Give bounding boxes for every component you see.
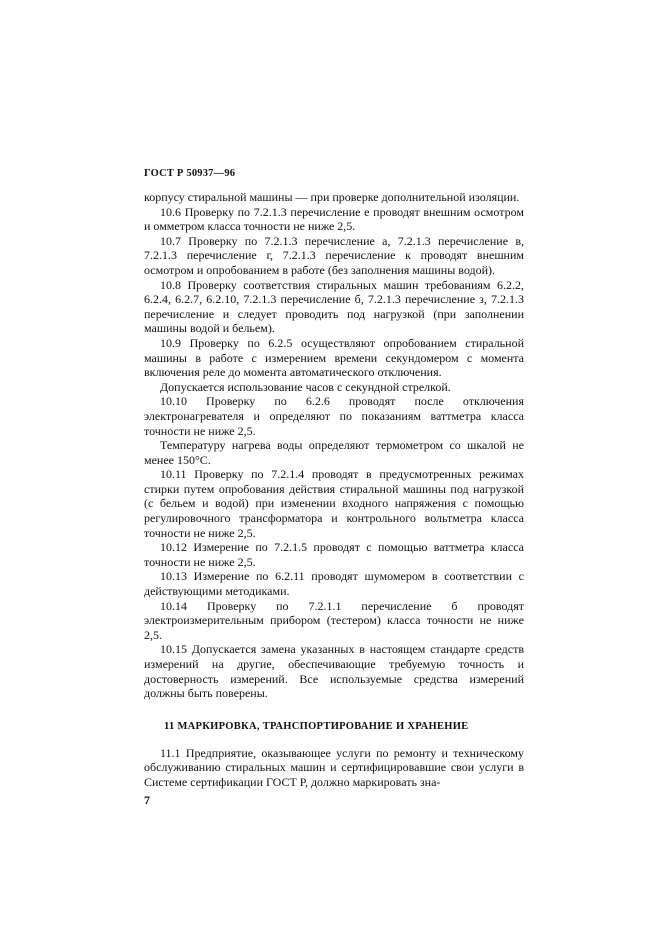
paragraph-10-7: 10.7 Проверку по 7.2.1.3 перечисление а, 7.2.1.3 перечисление в, 7.2.1.3 перечисление г, 7.2.1.3 перечисление к проводят внешним осмотром и опробованием в работе (без заполнения машины водой). [144,233,524,277]
paragraph-10-10-note: Температуру нагрева воды определяют термометром со шкалой не менее 150°С. [144,438,524,467]
paragraph-10-15: 10.15 Допускается замена указанных в настоящем стандарте средств измерений на другие, обеспечивающие требуемую точность и достоверность измерений. Все используемые средства измерений должны быть поверены. [144,642,524,701]
paragraph-10-11: 10.11 Проверку по 7.2.1.4 проводят в предусмотренных режимах стирки путем опробования действия стиральной машины под нагрузкой (с бельем и водой) при изменении входного напряжения с помощью регулировочного трансформатора и контрольного вольтметра класса точности не ниже 2,5. [144,467,524,540]
document-page [144,168,524,808]
paragraph-10-13: 10.13 Измерение по 6.2.11 проводят шумомером в соответствии с действующими методиками. [144,569,524,599]
section-title: 11 МАРКИРОВКА, ТРАНСПОРТИРОВАНИЕ И ХРАНЕНИЕ [164,720,469,732]
document-header: ГОСТ Р 50937—96 [144,168,236,179]
paragraph-10-9: 10.9 Проверку по 6.2.5 осуществляют опробованием стиральной машины в работе с измерением времени секундомером с момента включения реле до момента автоматического отключения. [144,335,524,380]
paragraph-10-12: 10.12 Измерение по 7.2.1.5 проводят с помощью ваттметра класса точности не ниже 2,5. [144,540,524,569]
paragraph-10-10: 10.10 Проверку по 6.2.6 проводят после отключения электронагревателя и определяют по показаниям ваттметра класса точности не ниже 2,5. [144,394,524,438]
paragraph-10-9-note: Допускается использование часов с секундной стрелкой. [160,379,451,394]
paragraph-continuation: корпусу стиральной машины — при проверке дополнительной изоляции. [144,190,520,204]
paragraph-10-8: 10.8 Проверку соответствия стиральных машин требованиям 6.2.2, 6.2.4, 6.2.7, 6.2.10, 7.2.1.3 перечисление б, 7.2.1.3 перечисление з, 7.2.1.3 перечисление и следует проводить под нагрузкой (при заполнении машины водой и бельем). [144,277,524,336]
page-number: 7 [144,792,150,807]
paragraph-10-6: 10.6 Проверку по 7.2.1.3 перечисление е проводят внешним осмотром и омметром класса точности не ниже 2,5. [144,204,524,234]
paragraph-11-1: 11.1 Предприятие, оказывающее услуги по ремонту и техническому обслуживанию стиральных машин и сертифицировавшие свои услуги в Системе сертификации ГОСТ Р, должно маркировать зна- [144,745,524,789]
paragraph-10-14: 10.14 Проверку по 7.2.1.1 перечисление б проводят электроизмерительным прибором (тестером) класса точности не ниже 2,5. [144,598,524,642]
